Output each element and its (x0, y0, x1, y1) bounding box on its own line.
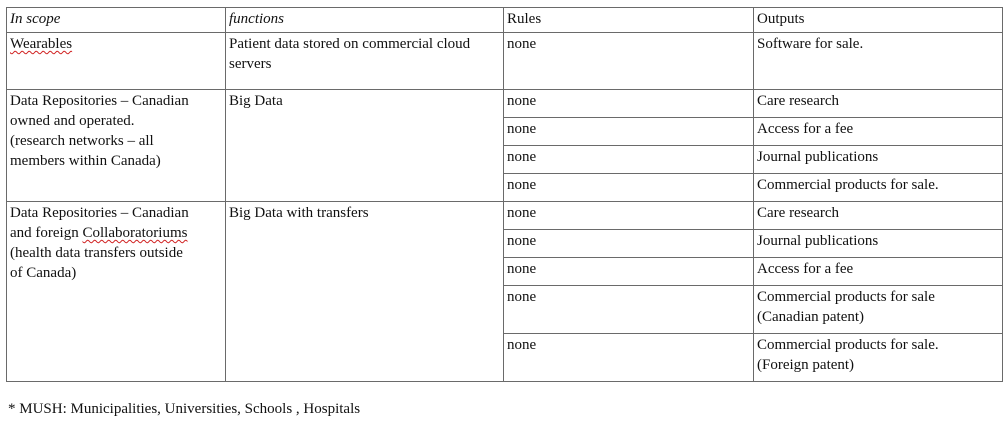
rule-cell: none (504, 146, 754, 174)
table-header-row (7, 8, 1003, 33)
output-text-line: Commercial products for sale. (757, 337, 939, 353)
footnote: * MUSH: Municipalities, Universities, Schools , Hospitals (8, 401, 361, 417)
scope-text-fragment: Collaboratoriums (82, 225, 188, 241)
table-row (7, 90, 1003, 118)
scope-text-line: Data Repositories – Canadian (10, 205, 189, 221)
output-cell: Journal publications (754, 146, 1003, 174)
rule-cell: none (504, 202, 754, 230)
output-text-line: Commercial products for sale (757, 289, 935, 305)
function-cell: Big Data with transfers (226, 202, 504, 382)
output-cell: Commercial products for sale. (754, 174, 1003, 202)
scope-cell (7, 202, 226, 382)
rule-cell: none (504, 118, 754, 146)
output-cell: Care research (754, 90, 1003, 118)
scope-cell (7, 90, 226, 202)
scope-text-line (10, 223, 222, 243)
function-cell: Big Data (226, 90, 504, 202)
scope-text-fragment: and foreign (10, 225, 83, 241)
table-row (7, 202, 1003, 230)
table-row (7, 33, 1003, 90)
header-in-scope: In scope (7, 8, 226, 33)
output-cell (754, 286, 1003, 334)
output-text-line: (Canadian patent) (757, 309, 865, 325)
output-cell: Access for a fee (754, 258, 1003, 286)
scope-cell (7, 33, 226, 90)
scope-text-line: (research networks – all (10, 133, 154, 149)
scope-table (6, 7, 1003, 382)
rule-cell: none (504, 174, 754, 202)
scope-text-line: members within Canada) (10, 153, 161, 169)
output-cell (754, 334, 1003, 382)
output-cell: Journal publications (754, 230, 1003, 258)
scope-text: Wearables (10, 36, 73, 52)
output-cell: Software for sale. (754, 33, 1003, 90)
output-cell: Access for a fee (754, 118, 1003, 146)
scope-text-line: of Canada) (10, 265, 77, 281)
output-text-line: (Foreign patent) (757, 357, 855, 373)
header-functions: functions (226, 8, 504, 33)
rule-cell: none (504, 90, 754, 118)
header-outputs: Outputs (754, 8, 1003, 33)
rule-cell: none (504, 258, 754, 286)
function-cell: Patient data stored on commercial cloud servers (226, 33, 504, 90)
output-cell: Care research (754, 202, 1003, 230)
scope-text-line: owned and operated. (10, 113, 135, 129)
scope-text-line: (health data transfers outside (10, 245, 183, 261)
rule-cell: none (504, 334, 754, 382)
rule-cell: none (504, 230, 754, 258)
rule-cell: none (504, 33, 754, 90)
header-rules: Rules (504, 8, 754, 33)
rule-cell: none (504, 286, 754, 334)
scope-text-line: Data Repositories – Canadian (10, 93, 189, 109)
